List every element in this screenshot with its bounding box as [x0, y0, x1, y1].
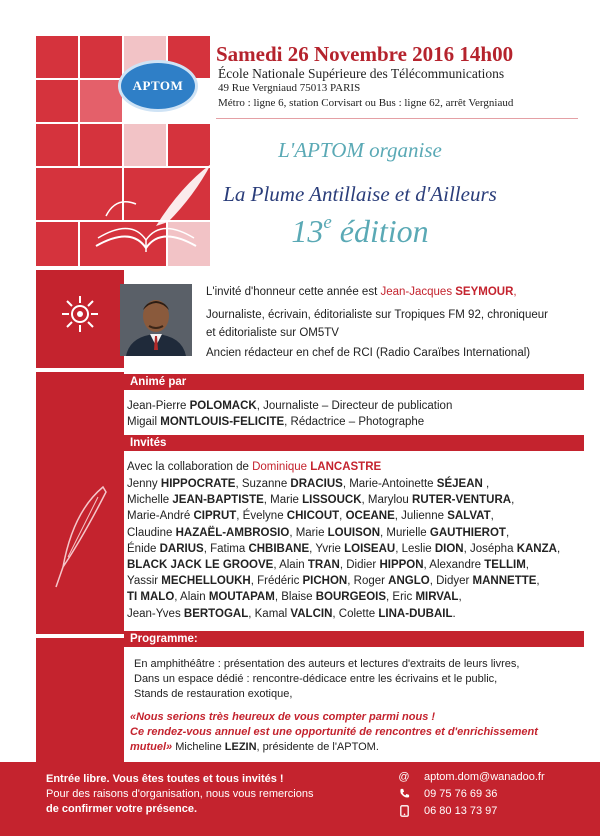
footer-line-3: de confirmer votre présence.: [46, 803, 198, 815]
event-date-time: Samedi 26 Novembre 2016 14h00: [216, 42, 514, 66]
program-line-2: Dans un espace dédié : rencontre-dédicace entre les écrivains et le public,: [134, 673, 498, 685]
host-1-first: Jean-Pierre: [127, 400, 190, 412]
footer-contacts: [398, 768, 545, 819]
edition-sup: e: [323, 212, 332, 233]
tile: [80, 80, 122, 122]
logo-text: APTOM: [132, 78, 184, 93]
guest-line: TI MALO, Alain MOUTAPAM, Blaise BOURGEOIS, Eric MIRVAL,: [127, 591, 462, 604]
at-icon: @: [398, 770, 410, 783]
honor-guest-first: Jean-Jacques: [380, 286, 456, 298]
left-strip-program: [36, 638, 124, 762]
quote-author-role: , présidente de l'APTOM.: [256, 741, 379, 753]
honor-line-2: Journaliste, écrivain, éditorialiste sur Tropiques FM 92, chroniqueur: [206, 309, 548, 321]
host-2-first: Migail: [127, 416, 161, 428]
sun-emblem-icon: [60, 294, 100, 334]
organizer-line: L'APTOM organise: [278, 138, 442, 162]
guest-photo: [120, 284, 192, 356]
collab-first: Dominique: [252, 461, 311, 473]
guest-line: Michelle JEAN-BAPTISTE, Marie LISSOUCK, Marylou RUTER-VENTURA,: [127, 494, 515, 507]
host-1-last: POLOMACK: [189, 400, 257, 412]
contact-phone-1[interactable]: [398, 785, 545, 802]
section-guests-heading: Invités: [124, 435, 584, 451]
quote-author-first: Micheline: [175, 741, 225, 753]
header-divider: [216, 118, 578, 119]
honor-guest-last: SEYMOUR: [455, 286, 514, 298]
host-2-last: MONTLOUIS-FELICITE: [160, 416, 285, 428]
footer-line-2: Pour des raisons d'organisation, nous vous remercions: [46, 788, 314, 800]
guest-line: BLACK JACK LE GROOVE, Alain TRAN, Didier HIPPON, Alexandre TELLIM,: [127, 559, 529, 571]
venue-name: École Nationale Supérieure des Télécommunications: [218, 66, 505, 81]
footer: [0, 762, 600, 836]
program-line-1: En amphithéâtre : présentation des auteurs et lectures d'extraits de leurs livres,: [134, 658, 520, 670]
tile: [36, 80, 78, 122]
quote-line-1: «Nous serions très heureux de vous compter parmi nous !: [130, 711, 436, 723]
quote-line-2: Ce rendez-vous annuel est une opportunité de rencontres et d'enrichissement: [130, 726, 538, 738]
guest-line: Jean-Yves BERTOGAL, Kamal VALCIN, Colette LINA-DUBAIL.: [127, 607, 456, 620]
guest-line: Énide DARIUS, Fatima CHBIBANE, Yvrie LOISEAU, Leslie DION, Josépha KANZA,: [127, 542, 561, 555]
collaboration-line: [127, 461, 381, 473]
venue-transport: Métro : ligne 6, station Corvisart ou Bus : ligne 62, arrêt Vergniaud: [218, 97, 514, 109]
event-title: La Plume Antillaise et d'Ailleurs: [223, 182, 497, 206]
contact-email[interactable]: [398, 768, 545, 785]
aptom-logo: [118, 60, 198, 112]
honor-line-3: et éditorialiste sur OM5TV: [206, 327, 339, 339]
feather-icon: [48, 482, 118, 592]
program-line-3: Stands de restauration exotique,: [134, 688, 293, 700]
honor-prefix: L'invité d'honneur cette année est: [206, 286, 381, 298]
portrait-illustration: [120, 284, 192, 356]
edition-number: 13: [291, 213, 324, 249]
honor-line-4: Ancien rédacteur en chef de RCI (Radio Caraïbes International): [206, 347, 531, 359]
email-text[interactable]: aptom.dom@wanadoo.fr: [424, 770, 545, 783]
logo-oval: [118, 60, 198, 112]
host-1: [127, 400, 452, 412]
quote-line-3: [130, 741, 379, 753]
edition-line: [0, 212, 600, 250]
venue-address: 49 Rue Vergniaud 75013 PARIS: [218, 82, 361, 94]
quote-author-last: LEZIN: [224, 741, 257, 753]
left-strip-guests: [36, 372, 124, 634]
host-2: [127, 416, 424, 428]
phone-1-text[interactable]: 09 75 76 69 36: [424, 787, 498, 800]
honor-suffix: ,: [513, 286, 517, 298]
host-1-role: , Journaliste – Directeur de publication: [256, 400, 453, 412]
edition-word: édition: [331, 213, 429, 249]
collab-last: LANCASTRE: [310, 461, 382, 473]
section-program-heading: Programme:: [124, 631, 584, 647]
collab-prefix: Avec la collaboration de: [127, 461, 253, 473]
guest-line: Claudine HAZAËL-AMBROSIO, Marie LOUISON, Murielle GAUTHIEROT,: [127, 526, 510, 539]
host-2-role: , Rédactrice – Photographe: [284, 416, 425, 428]
phone-icon: [398, 788, 410, 800]
quote-end: mutuel»: [130, 741, 176, 753]
guest-line: Yassir MECHELLOUKH, Frédéric PICHON, Roger ANGLO, Didyer MANNETTE,: [127, 575, 540, 588]
section-hosts-heading: Animé par: [124, 374, 584, 390]
footer-notice: [46, 772, 313, 817]
tile: [36, 36, 78, 78]
mobile-icon: [398, 805, 410, 817]
contact-phone-2[interactable]: [398, 802, 545, 819]
left-strip-honor: [36, 270, 124, 368]
guest-line: Marie-André CIPRUT, Évelyne CHICOUT, OCEANE, Julienne SALVAT,: [127, 510, 494, 523]
honor-line-1: [206, 286, 517, 298]
tile: [80, 36, 122, 78]
phone-2-text[interactable]: 06 80 13 73 97: [424, 804, 498, 817]
footer-line-1: Entrée libre. Vous êtes toutes et tous invités !: [46, 773, 284, 785]
guest-line: Jenny HIPPOCRATE, Suzanne DRACIUS, Marie-Antoinette SÉJEAN ,: [127, 478, 490, 490]
